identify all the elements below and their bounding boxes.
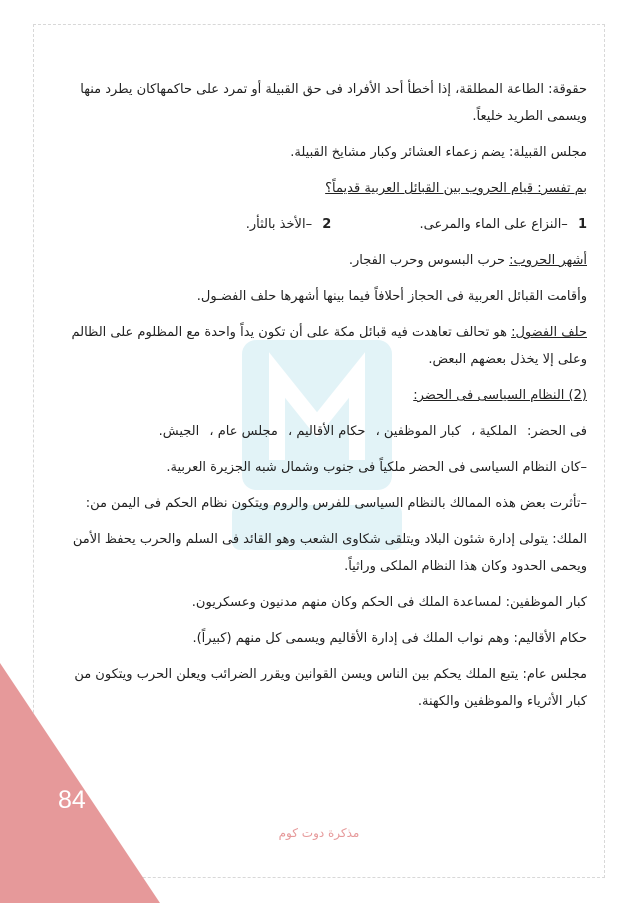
section-heading-political: (2) النظام السياسى فى الحضر: (413, 388, 587, 403)
reason-number-2: 2 (322, 217, 332, 232)
paragraph-tribe-council (52, 139, 587, 166)
text-tribe-council: يضم زعماء العشائر وكبار مشايخ القبيلة. (290, 145, 505, 160)
paragraph-political-heading (52, 382, 587, 409)
page-number: 84 (58, 786, 86, 814)
reason-text-2: –الأخذ بالثأر. (245, 217, 313, 232)
footer-brand: مذكرة دوت كوم (278, 826, 360, 840)
paragraph-king (52, 526, 587, 580)
label-governors: حكام الأقاليم: (513, 631, 587, 646)
question-heading: بم تفسر: قيام الحروب بين القبائل العربية قديماً؟ (325, 181, 587, 196)
paragraph-senior-officials (52, 589, 587, 616)
paragraph-rights (52, 76, 587, 130)
label-general-council: مجلس عام: (522, 667, 587, 682)
text-monarchy: –كان النظام السياسى فى الحضر ملكياً فى جنوب وشمال شبه الجزيرة العربية. (166, 460, 587, 475)
paragraph-governors (52, 625, 587, 652)
label-senior-officials: كبار الموظفين: (505, 595, 587, 610)
item-council: مجلس عام ، (209, 424, 278, 439)
item-monarchy: الملكية ، (471, 424, 517, 439)
text-influence: –تأثرت بعض هذه الممالك بالنظام السياسى للفرس والروم ويتكون نظام الحكم فى اليمن من: (85, 496, 587, 511)
text-famous-wars: حرب البسوس وحرب الفجار. (348, 253, 506, 268)
text-rights: الطاعة المطلقة، إذا أخطأ أحد الأفراد فى حق القبيلة أو تمرد على حاكمهاكان يطرد منها ويسمى الطريد خليعاً. (80, 82, 587, 124)
label-hadar: فى الحضر: (527, 424, 587, 439)
label-famous-wars: أشهر الحروب: (509, 253, 587, 268)
text-governors: وهم نواب الملك فى إدارة الأقاليم ويسمى كل منهم (كبيراً). (192, 631, 510, 646)
paragraph-fudul (52, 319, 587, 373)
paragraph-influence (52, 490, 587, 517)
label-king: الملك: (552, 532, 587, 547)
paragraph-hadar-list (52, 418, 587, 445)
label-fudul: حلف الفضول: (511, 325, 587, 340)
document-body (52, 76, 587, 724)
paragraph-alliances (52, 283, 587, 310)
item-army: الجيش. (158, 424, 200, 439)
reason-text-1: –النزاع على الماء والمرعى. (419, 217, 568, 232)
text-alliances: وأقامت القبائل العربية فى الحجاز أحلافاً فيما بينها أشهرها حلف الفضـول. (196, 289, 587, 304)
item-governors: حكام الأقاليم ، (288, 424, 366, 439)
label-rights: حقوقة: (548, 82, 587, 97)
paragraph-monarchy (52, 454, 587, 481)
item-officials: كبار الموظفين ، (375, 424, 461, 439)
paragraph-question (52, 175, 587, 202)
text-king: يتولى إدارة شئون البلاد ويتلقى شكاوى الشعب وهو القائد فى السلم والحرب يحفظ الأمن ويحمى الحدود وكان هذا النظام الملكى وراثياً. (72, 532, 587, 574)
text-fudul: هو تحالف تعاهدت فيه قبائل مكة على أن تكون يداً واحدة مع المظلوم على الظالم وعلى إلا يخذل بعضهم البعض. (71, 325, 587, 367)
corner-decoration (0, 663, 160, 903)
text-senior-officials: لمساعدة الملك فى الحكم وكان منهم مدنيون وعسكريون. (191, 595, 502, 610)
paragraph-reasons (52, 211, 587, 238)
paragraph-famous-wars (52, 247, 587, 274)
reason-number-1: 1 (577, 217, 587, 232)
label-tribe-council: مجلس القبيلة: (508, 145, 587, 160)
text-general-council: يتبع الملك يحكم بين الناس ويسن القوانين ويقرر الضرائب ويعلن الحرب ويتكون من كبار الأثرياء والموظفين والكهنة. (74, 667, 587, 709)
